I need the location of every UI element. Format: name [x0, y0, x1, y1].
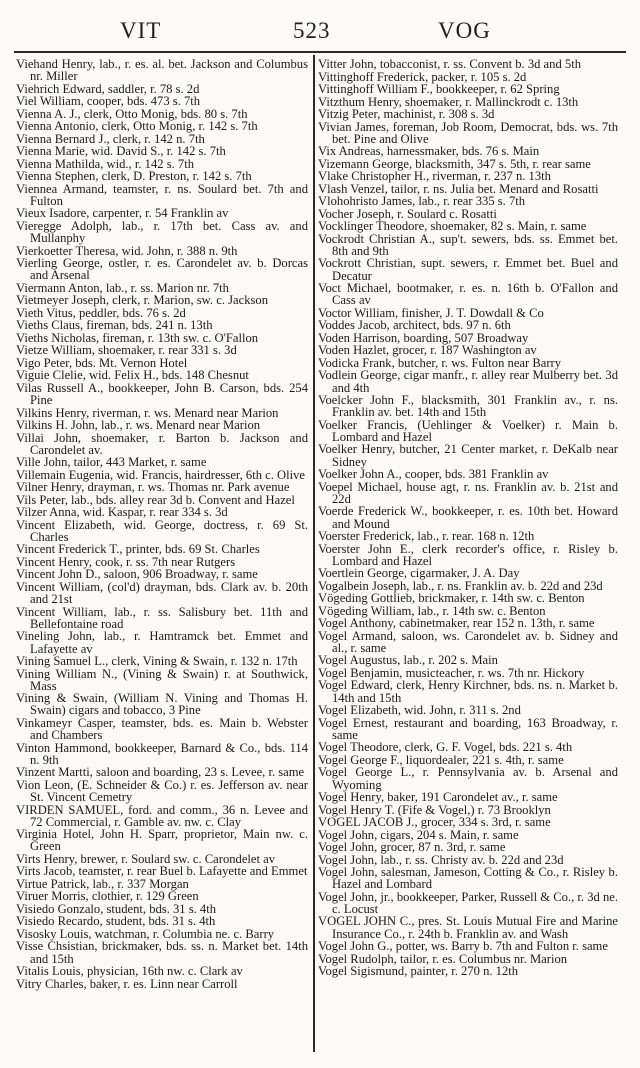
directory-entry: Vincent William, (col'd) drayman, bds. Clark av. b. 20th and 21st [16, 579, 308, 607]
header-rule [14, 51, 626, 53]
directory-entry: Vogel Rudolph, tailor, r. es. Columbus nr. Marion [318, 951, 568, 966]
directory-entry: Vincent William, lab., r. ss. Salisbury bet. 11th and Bellefontaine road [16, 604, 308, 631]
directory-entry: Vienna Bernard J., clerk, r. 142 n. 7th [16, 131, 205, 146]
directory-entry: Vögeding Gottlieb, brickmaker, r. 14th sw. c. Benton [318, 591, 585, 606]
directory-entry: VOGEL JOHN C., pres. St. Louis Mutual Fire and Marine Insurance Co., r. 24th b. Franklin av. and Wash [318, 914, 618, 941]
directory-entry: Vitry Charles, baker, r. es. Linn near Carroll [16, 976, 238, 991]
directory-entry: Voden Hazlet, grocer, r. 187 Washington av [318, 343, 537, 358]
directory-entry: Ville John, tailor, 443 Market, r. same [16, 455, 207, 470]
directory-entry: Vogel Sigismund, painter, r. 270 n. 12th [318, 964, 519, 979]
directory-entry: Vieths Claus, fireman, bds. 241 n. 13th [16, 318, 213, 333]
directory-entry: Vocher Joseph, r. Soulard c. Rosatti [318, 206, 497, 221]
directory-entry: Vierling George, ostler, r. es. Carondelet av. b. Dorcas and Arsenal [16, 256, 308, 283]
directory-entry: Vilkins H. John, lab., r. ws. Menard near Marion [16, 418, 261, 433]
directory-entry: Voden Harrison, boarding, 507 Broadway [318, 330, 529, 345]
directory-entry: Vilzer Anna, wid. Kaspar, r. rear 334 s. 3d [16, 505, 228, 520]
directory-entry: Vierkoetter Theresa, wid. John, r. 388 n. 9th [16, 243, 238, 258]
directory-entry: Vögeding William, lab., r. 14th sw. c. Benton [318, 603, 546, 618]
directory-entry: Visosky Louis, watchman, r. Columbia ne. c. Barry [16, 926, 275, 941]
directory-entry: Vieth Vitus, peddler, bds. 76 s. 2d [16, 305, 186, 320]
directory-entry: Vogalbein Joseph, lab., r. ns. Franklin av. b. 22d and 23d [318, 578, 603, 593]
directory-entry: Vodicka Frank, butcher, r. ws. Fulton near Barry [318, 355, 562, 370]
directory-entry: Visiedo Recardo, student, bds. 31 s. 4th [16, 914, 216, 929]
directory-entry: Vitalis Louis, physician, 16th nw. c. Clark av [16, 964, 243, 979]
directory-entry: Vinkameyr Casper, teamster, bds. es. Main b. Webster and Chambers [16, 715, 308, 743]
directory-entry: Vinton Hammond, bookkeeper, Barnard & Co., bds. 114 n. 9th [16, 740, 308, 767]
directory-entry: Vogel John, cigars, 204 s. Main, r. same [318, 827, 519, 842]
directory-entry: Vogel John, salesman, Jameson, Cotting & Co., r. Risley b. Hazel and Lombard [318, 865, 618, 892]
directory-entry: Visiedo Gonzalo, student, bds. 31 s. 4th [16, 901, 217, 916]
directory-entry: Vockrott Christian, supt. sewers, r. Emmet bet. Buel and Decatur [318, 256, 618, 283]
directory-entry: Vincent Henry, cook, r. ss. 7th near Rutgers [16, 554, 236, 569]
page-header [0, 14, 640, 46]
directory-entry: Voct Michael, bootmaker, r. es. n. 16th b. O'Fallon and Cass av [318, 281, 618, 308]
directory-entry: Voelker Henry, butcher, 21 Center market, r. DeKalb near Sidney [318, 442, 618, 469]
directory-entry: VIRDEN SAMUEL, ford. and comm., 36 n. Levee and 72 Commercial, r. Gamble av. nw. c. Clay [16, 802, 308, 829]
directory-entry: Voelker John A., cooper, bds. 381 Franklin av [318, 467, 549, 482]
directory-entry: Vietmeyer Joseph, clerk, r. Marion, sw. c. Jackson [16, 293, 268, 308]
directory-entry: Virginia Hotel, John H. Sparr, proprietor, Main nw. c. Green [16, 827, 308, 854]
directory-entry: Vogel Augustus, lab., r. 202 s. Main [318, 653, 498, 668]
directory-entry: Virts Jacob, teamster, r. rear Buel b. Lafayette and Emmet [16, 864, 308, 879]
directory-entry: Vogel Ernest, restaurant and boarding, 163 Broadway, r. same [318, 715, 618, 742]
directory-entry: Vockrodt Christian A., sup't. sewers, bds. ss. Emmet bet. 8th and 9th [318, 231, 618, 258]
directory-entry: Vining Samuel L., clerk, Vining & Swain, r. 132 n. 17th [16, 654, 298, 669]
directory-entry: Viermann Anton, lab., r. ss. Marion nr. 7th [16, 280, 229, 295]
directory-entry: Vivian James, foreman, Job Room, Democrat, bds. ws. 7th bet. Pine and Olive [318, 119, 618, 146]
directory-entry: Vitzig Peter, machinist, r. 308 s. 3d [318, 107, 495, 121]
directory-entry: Vogel John G., potter, ws. Barry b. 7th and Fulton r. same [318, 939, 608, 954]
directory-entry: Vlash Venzel, tailor, r. ns. Julia bet. Menard and Rosatti [318, 181, 599, 196]
directory-entry: Vitter John, tobacconist, r. ss. Convent b. 3d and 5th [318, 57, 581, 71]
directory-entry: Voddes Jacob, architect, bds. 97 n. 6th [318, 318, 511, 333]
directory-entry: Voerde Frederick W., bookkeeper, r. es. 10th bet. Howard and Mound [318, 504, 618, 531]
directory-entry: Voertlein George, cigarmaker, J. A. Day [318, 566, 520, 581]
directory-entry: Vodlein George, cigar manfr., r. alley rear Mulberry bet. 3d and 4th [318, 368, 618, 395]
directory-entry: Villemain Eugenia, wid. Francis, hairdresser, 6th c. Olive [16, 467, 306, 482]
directory-entry: Vineling John, lab., r. Hamtramck bet. Emmet and Lafayette av [16, 629, 308, 656]
directory-entry: Viruer Morris, clothier, r. 129 Green [16, 889, 199, 904]
directory-entry: Voctor William, finisher, J. T. Dowdall & Co [318, 305, 544, 320]
directory-entry: Voerster John E., clerk recorder's office, r. Risley b. Lombard and Hazel [318, 541, 618, 568]
directory-entry: Vogel Anthony, cabinetmaker, rear 152 n. 13th, r. same [318, 616, 595, 631]
directory-entry: Visse Chsistian, brickmaker, bds. ss. n. Market bet. 14th and 15th [16, 939, 308, 966]
directory-entry: Vogel Henry, baker, 191 Carondelet av., r. same [318, 790, 558, 805]
right-column [318, 58, 618, 978]
directory-entry: Vienna Marie, wid. David S., r. 142 s. 7th [16, 144, 226, 159]
directory-entry: Vion Leon, (E. Schneider & Co.) r. es. Jefferson av. near St. Vincent Cemetry [16, 777, 308, 805]
directory-entry: Viehand Henry, lab., r. es. al. bet. Jackson and Columbus nr. Miller [16, 57, 308, 84]
directory-entry: Vienna Stephen, clerk, D. Preston, r. 142 s. 7th [16, 169, 252, 184]
directory-entry: Vocklinger Theodore, shoemaker, 82 s. Main, r. same [318, 219, 587, 234]
directory-entry: Vincent Elizabeth, wid. George, doctress, r. 69 St. Charles [16, 517, 308, 544]
directory-entry: Vienna Antonio, clerk, Otto Monig, r. 142 s. 7th [16, 119, 258, 134]
directory-entry: Vogel George L., r. Pennsylvania av. b. Arsenal and Wyoming [318, 765, 618, 792]
directory-entry: Voelcker John F., blacksmith, 301 Franklin av., r. ns. Franklin av. bet. 14th and 15th [318, 393, 618, 420]
directory-entry: Vogel Benjamin, musicteacher, r. ws. 7th nr. Hickory [318, 665, 585, 680]
directory-entry: Viguie Clelie, wid. Felix H., bds. 148 Chesnut [16, 368, 249, 383]
directory-entry: Virtue Patrick, lab., r. 337 Morgan [16, 876, 189, 891]
directory-entry: Vining & Swain, (William N. Vining and Thomas H. Swain) cigars and tobacco, 3 Pine [16, 691, 308, 718]
directory-entry: Villai John, shoemaker, r. Barton b. Jackson and Carondelet av. [16, 430, 308, 457]
directory-entry: Vlake Christopher H., riverman, r. 237 n. 13th [318, 169, 551, 184]
directory-entry: Vieux Isadore, carpenter, r. 54 Franklin av [16, 206, 229, 221]
directory-entry: Vogel John, lab., r. ss. Christy av. b. 22d and 23d [318, 852, 564, 867]
directory-entry: Virts Henry, brewer, r. Soulard sw. c. Carondelet av [16, 851, 276, 866]
left-guide-word: VIT [120, 18, 162, 43]
directory-entry: Vogel George F., liquordealer, 221 s. 4th, r. same [318, 752, 564, 767]
directory-entry: Vilkins Henry, riverman, r. ws. Menard near Marion [16, 405, 279, 420]
directory-entry: Vogel Edward, clerk, Henry Kirchner, bds. ns. n. Market b. 14th and 15th [318, 678, 618, 705]
directory-entry: Vogel Elizabeth, wid. John, r. 311 s. 2nd [318, 703, 521, 718]
directory-entry: Vilner Henry, drayman, r. ws. Thomas nr. Park avenue [16, 480, 290, 495]
directory-entry: Voerster Frederick, lab., r. rear. 168 n. 12th [318, 529, 535, 544]
directory-entry: Voepel Michael, house agt, r. ns. Franklin av. b. 21st and 22d [318, 479, 618, 506]
directory-entry: Vietze William, shoemaker, r. rear 331 s. 3d [16, 343, 237, 358]
directory-entry: Voelker Francis, (Uehlinger & Voelker) r. Main b. Lombard and Hazel [318, 417, 618, 444]
directory-entry: Vitzthum Henry, shoemaker, r. Mallinckrodt c. 13th [318, 94, 579, 109]
directory-entry: Viel William, cooper, bds. 473 s. 7th [16, 94, 201, 109]
directory-entry: Vogel John, jr., bookkeeper, Parker, Russell & Co., r. 3d ne. c. Locust [318, 889, 618, 916]
directory-entry: Vining William N., (Vining & Swain) r. at Southwick, Mass [16, 666, 308, 693]
directory-entry: VOGEL JACOB J., grocer, 334 s. 3rd, r. same [318, 815, 551, 830]
directory-entry: Vieregge Adolph, lab., r. 17th bet. Cass av. and Mullanphy [16, 218, 308, 246]
directory-entry: Vogel John, grocer, 87 n. 3rd, r. same [318, 840, 506, 855]
directory-entry: Vienna Mathilda, wid., r. 142 s. 7th [16, 156, 194, 171]
directory-entry: Vils Peter, lab., bds. alley rear 3d b. Convent and Hazel [16, 492, 295, 507]
left-column [16, 58, 308, 990]
directory-entry: Vigo Peter, bds. Mt. Vernon Hotel [16, 355, 188, 370]
directory-entry: Vogel Armand, saloon, ws. Carondelet av. b. Sidney and al., r. same [318, 628, 618, 655]
directory-entry: Vogel Henry T. (Fife & Vogel,) r. 73 Brooklyn [318, 802, 551, 817]
column-divider [313, 55, 315, 1052]
directory-entry: Vogel Theodore, clerk, G. F. Vogel, bds. 221 s. 4th [318, 740, 573, 755]
directory-entry: Vinzent Martti, saloon and boarding, 23 s. Levee, r. same [16, 765, 305, 780]
directory-entry: Vittinghoff Frederick, packer, r. 105 s. 2d [318, 69, 527, 84]
directory-entry: Vilas Russell A., bookkeeper, John B. Carson, bds. 254 Pine [16, 380, 308, 408]
directory-entry: Vizemann George, blacksmith, 347 s. 5th, r. rear same [318, 156, 591, 171]
page-number: 523 [293, 18, 331, 43]
directory-entry: Viehrich Edward, saddler, r. 78 s. 2d [16, 81, 200, 96]
directory-entry: Vittinghoff William F., bookkeeper, r. 62 Spring [318, 82, 560, 96]
directory-entry: Vienna A. J., clerk, Otto Monig, bds. 80 s. 7th [16, 106, 248, 121]
directory-entry: Vieths Nicholas, fireman, r. 13th sw. c. O'Fallon [16, 330, 259, 345]
right-guide-word: VOG [438, 18, 491, 43]
directory-entry: Vlohohristo James, lab., r. rear 335 s. 7th [318, 194, 526, 209]
directory-entry: Vincent John D., saloon, 906 Broadway, r. same [16, 567, 258, 582]
directory-entry: Vix Andreas, harnessmaker, bds. 76 s. Main [318, 144, 540, 159]
directory-entry: Viennea Armand, teamster, r. ns. Soulard bet. 7th and Fulton [16, 181, 308, 208]
directory-entry: Vincent Frederick T., printer, bds. 69 St. Charles [16, 542, 260, 557]
